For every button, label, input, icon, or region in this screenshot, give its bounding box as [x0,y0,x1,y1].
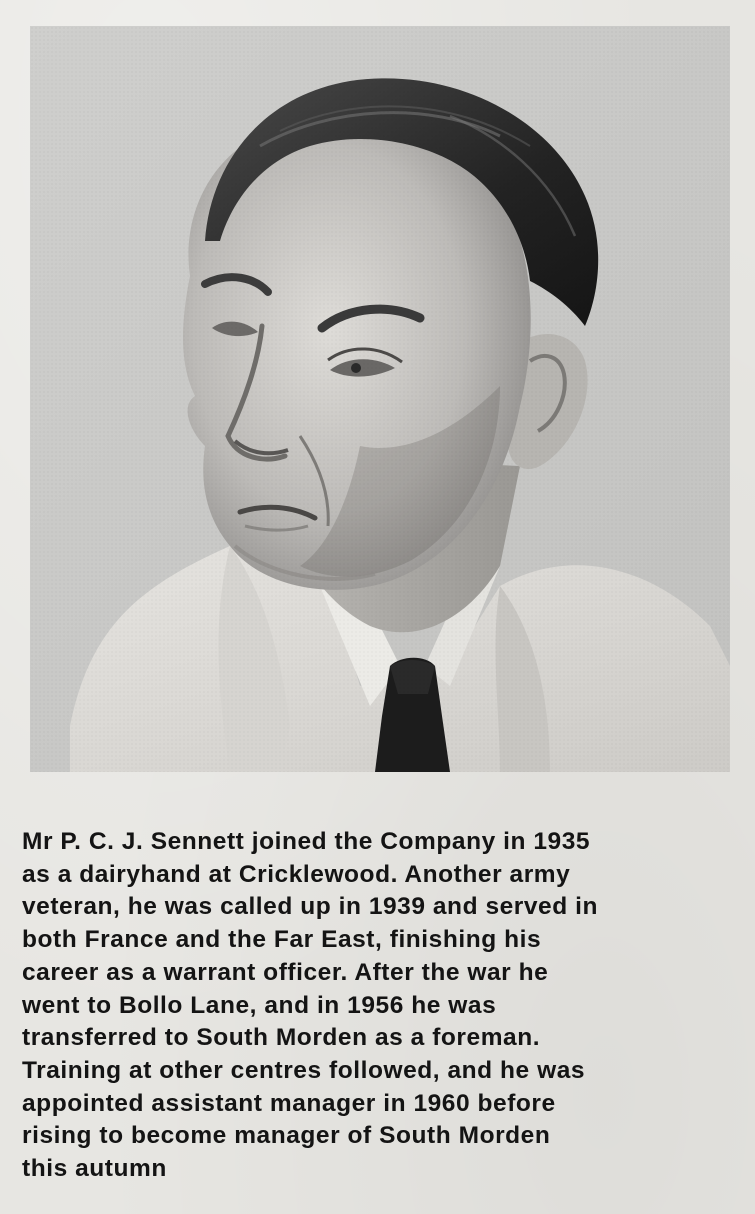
caption-line: appointed assistant manager in 1960 before [22,1089,556,1117]
caption-line: rising to become manager of South Morden [22,1122,551,1150]
portrait-photo [30,26,730,772]
caption-line: veteran, he was called up in 1939 and served in [22,893,598,921]
caption-line: went to Bollo Lane, and in 1956 he was [22,991,497,1019]
caption-line: career as a warrant officer. After the war he [22,958,549,986]
caption [22,826,737,1186]
caption-line: as a dairyhand at Cricklewood. Another army [22,860,571,888]
caption-line: this autumn [22,1155,167,1183]
caption-line: transferred to South Morden as a foreman. [22,1024,541,1052]
caption-line: both France and the Far East, finishing his [22,926,542,954]
caption-line: Training at other centres followed, and he was [22,1056,586,1084]
portrait-illustration [30,26,730,772]
caption-line: Mr P. C. J. Sennett joined the Company in 1935 [22,828,591,855]
